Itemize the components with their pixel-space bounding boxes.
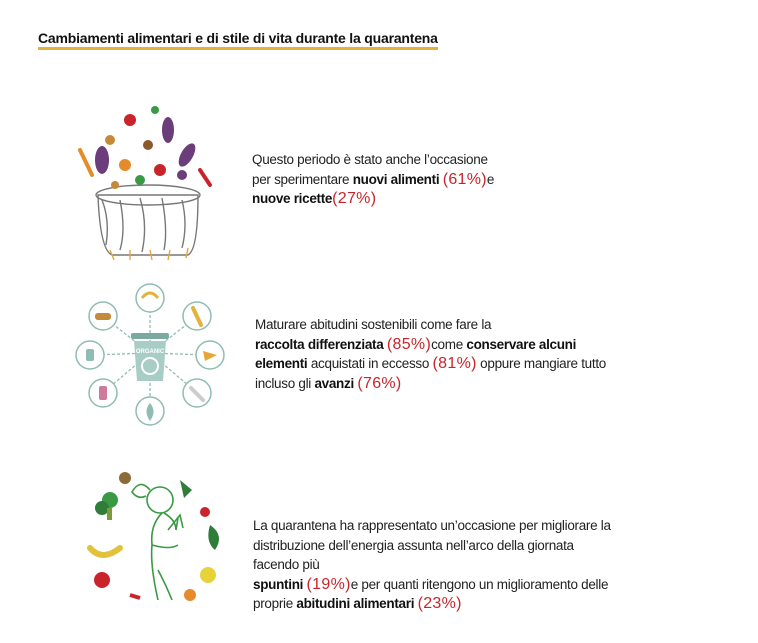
highlight-new-recipes: nuove ricette (252, 191, 333, 206)
vegetables-icon (80, 106, 210, 189)
text-block-new-foods (252, 150, 552, 209)
text-line (255, 354, 615, 374)
highlight-elements: elementi (255, 356, 308, 371)
recycling-wheel-illustration (75, 283, 225, 433)
text-span: e (486, 171, 495, 187)
percent-recycling: (85%) (386, 335, 432, 353)
percent-eating-habits: (23%) (417, 595, 462, 612)
text-line (252, 150, 552, 170)
percent-preserve: (81%) (432, 355, 477, 372)
text-line (252, 170, 552, 190)
text-span: distribuzione dell’energia assunta nell’arco della giornata facendo più (253, 537, 574, 572)
highlight-recycling: raccolta differenziata (255, 336, 384, 352)
text-span: come (431, 336, 467, 352)
highlight-new-foods: nuovi alimenti (352, 171, 440, 187)
text-line (253, 516, 623, 536)
text-span: acquistati in eccesso (307, 356, 433, 371)
highlight-preserve: conservare alcuni (466, 336, 577, 352)
highlight-eating-habits: abitudini alimentari (296, 596, 415, 611)
text-span: e per quanti ritengono un miglioramento delle (350, 576, 609, 592)
text-span: oppure mangiare tutto (476, 356, 606, 371)
text-span: Maturare abitudini sostenibili come fare la (255, 317, 492, 332)
text-line (252, 189, 552, 209)
text-line (253, 594, 623, 614)
text-line (253, 536, 623, 575)
text-span: proprie (253, 596, 297, 611)
highlight-leftovers: avanzi (314, 375, 354, 391)
text-block-energy-distribution (253, 516, 623, 614)
percent-new-recipes: (27%) (332, 190, 377, 207)
text-span: per sperimentare (252, 171, 353, 187)
text-line (253, 575, 623, 595)
text-block-sustainable-habits (255, 315, 615, 393)
pot-icon (96, 185, 200, 260)
woman-drinking-illustration (80, 470, 230, 605)
cooking-pot-illustration (70, 100, 220, 265)
woman-outline-icon (132, 484, 183, 600)
percent-leftovers: (76%) (357, 374, 402, 392)
bin-label: ORGANIC (135, 349, 165, 355)
percent-snacks: (19%) (306, 575, 351, 593)
text-line (255, 315, 615, 335)
text-span: La quarantena ha rappresentato un’occasione per migliorare la (253, 518, 611, 533)
percent-new-foods: (61%) (442, 170, 487, 188)
page-title: Cambiamenti alimentari e di stile di vita durante la quarantena (38, 30, 438, 50)
highlight-snacks: spuntini (253, 576, 304, 592)
text-span: incluso gli (255, 375, 315, 391)
text-span: Questo periodo è stato anche l’occasione (252, 152, 488, 167)
text-line (255, 374, 615, 394)
text-line (255, 335, 615, 355)
